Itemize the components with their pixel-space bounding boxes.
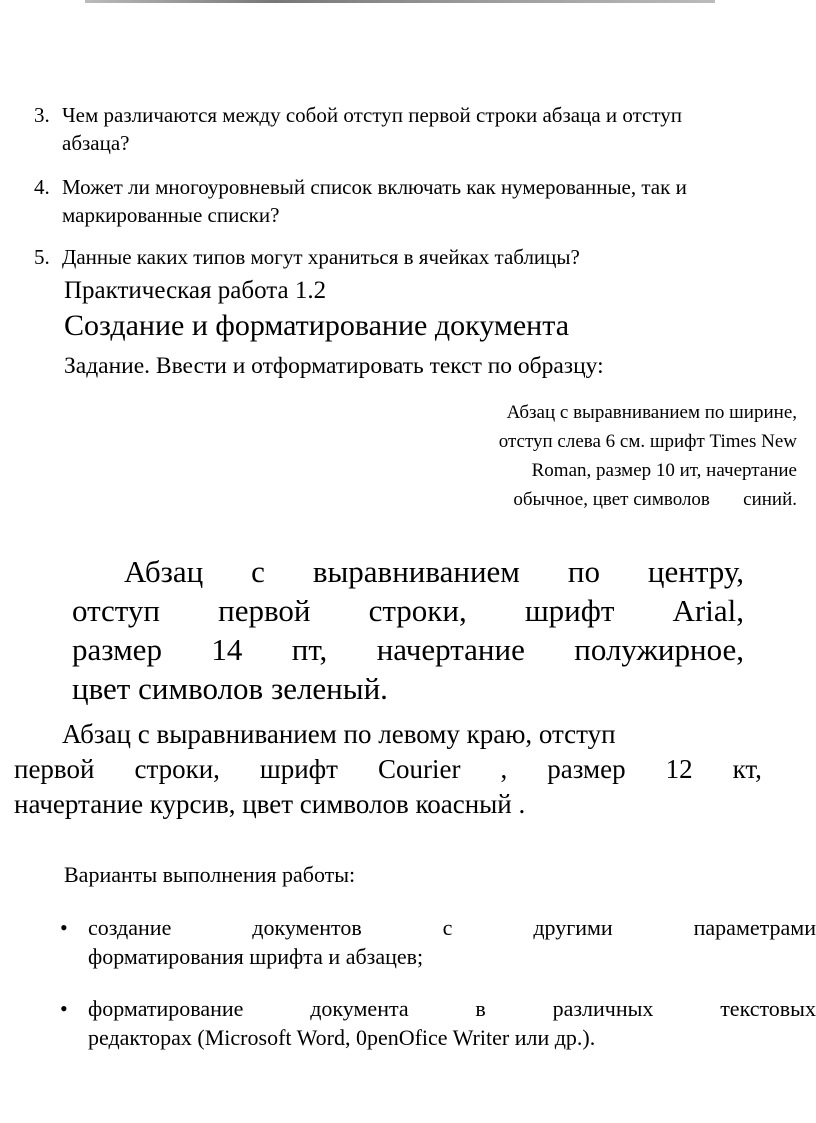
word: , (500, 754, 508, 784)
question-number: 5. (34, 245, 50, 269)
word: первой (14, 754, 95, 784)
sample-line (72, 591, 744, 630)
question-text-line: Чем различаются между собой отступ первой строки абзаца и отступ (62, 103, 683, 127)
word: с (442, 915, 453, 940)
word: строки, (368, 593, 467, 628)
word: кт, (732, 754, 762, 784)
sample-line: обычное, цвет символов синий. (513, 489, 797, 510)
bullet-item (60, 994, 816, 1052)
sample-line: цвет символов зеленый. (72, 671, 388, 706)
word: начертание (376, 632, 525, 667)
question-text-line: маркированные списки? (62, 203, 280, 227)
bullet-line (88, 913, 816, 942)
sample-justified-paragraph (425, 398, 797, 514)
sample-line: Roman, размер 10 ит, начертание (531, 460, 797, 481)
bullet-icon: • (60, 996, 68, 1021)
bullet-item (60, 913, 816, 971)
question-text-line: абзаца? (62, 131, 130, 155)
sample-center-paragraph (72, 552, 744, 708)
word: 12 (665, 754, 693, 784)
question-3 (34, 101, 814, 157)
top-border-line (85, 0, 715, 3)
word: документа (310, 996, 409, 1021)
question-5 (34, 243, 814, 271)
word: другими (533, 915, 613, 940)
word: шрифт (259, 754, 338, 784)
variants-heading: Варианты выполнения работы: (64, 862, 356, 887)
word: размер (72, 632, 162, 667)
word: Arial, (672, 593, 744, 628)
question-4 (34, 173, 814, 229)
word: по (567, 554, 600, 589)
practical-title: Практическая работа 1.2 (64, 277, 327, 304)
sample-line (72, 630, 744, 669)
bullet-line: редакторах (Microsoft Word, 0penOfice Writer или др.). (88, 1025, 596, 1050)
word: Courier (377, 754, 461, 784)
bullet-line: форматирования шрифта и абзацев; (88, 944, 424, 969)
word: различных (552, 996, 654, 1021)
bullet-icon: • (60, 915, 68, 940)
sample-line: начертание курсив, цвет символов коасный . (14, 789, 526, 819)
word: в (475, 996, 486, 1021)
word: пт, (291, 632, 328, 667)
word: первой (218, 593, 311, 628)
sample-line (14, 752, 762, 787)
word: параметрами (693, 915, 816, 940)
word: центру, (647, 554, 744, 589)
bullet-line (88, 994, 816, 1023)
word: текстовых (720, 996, 816, 1021)
word: отступ (72, 593, 161, 628)
question-text-line: Может ли многоуровневый список включать как нумерованные, так и (62, 175, 687, 199)
sample-line (72, 552, 744, 591)
word: Абзац (124, 554, 204, 589)
word: полужирное, (574, 632, 744, 667)
sample-left-paragraph (14, 717, 762, 822)
question-number: 4. (34, 175, 50, 199)
word: строки, (134, 754, 220, 784)
task-text: Задание. Ввести и отформатировать текст по образцу: (64, 353, 604, 379)
document-title: Создание и форматирование документа (64, 309, 570, 342)
sample-line: Абзац с выравниванием по левому краю, отступ (62, 719, 616, 749)
word: создание (88, 915, 172, 940)
word: с (251, 554, 265, 589)
word: документов (252, 915, 362, 940)
word: размер (547, 754, 626, 784)
word: форматирование (88, 996, 244, 1021)
word: выравниванием (312, 554, 520, 589)
word: 14 (211, 632, 243, 667)
sample-line: отступ слева 6 см. шрифт Times New (498, 431, 797, 452)
word: шрифт (524, 593, 615, 628)
question-number: 3. (34, 103, 50, 127)
sample-line: Абзац с выравниванием по ширине, (506, 402, 797, 423)
question-text-line: Данные каких типов могут храниться в ячейках таблицы? (62, 245, 580, 269)
